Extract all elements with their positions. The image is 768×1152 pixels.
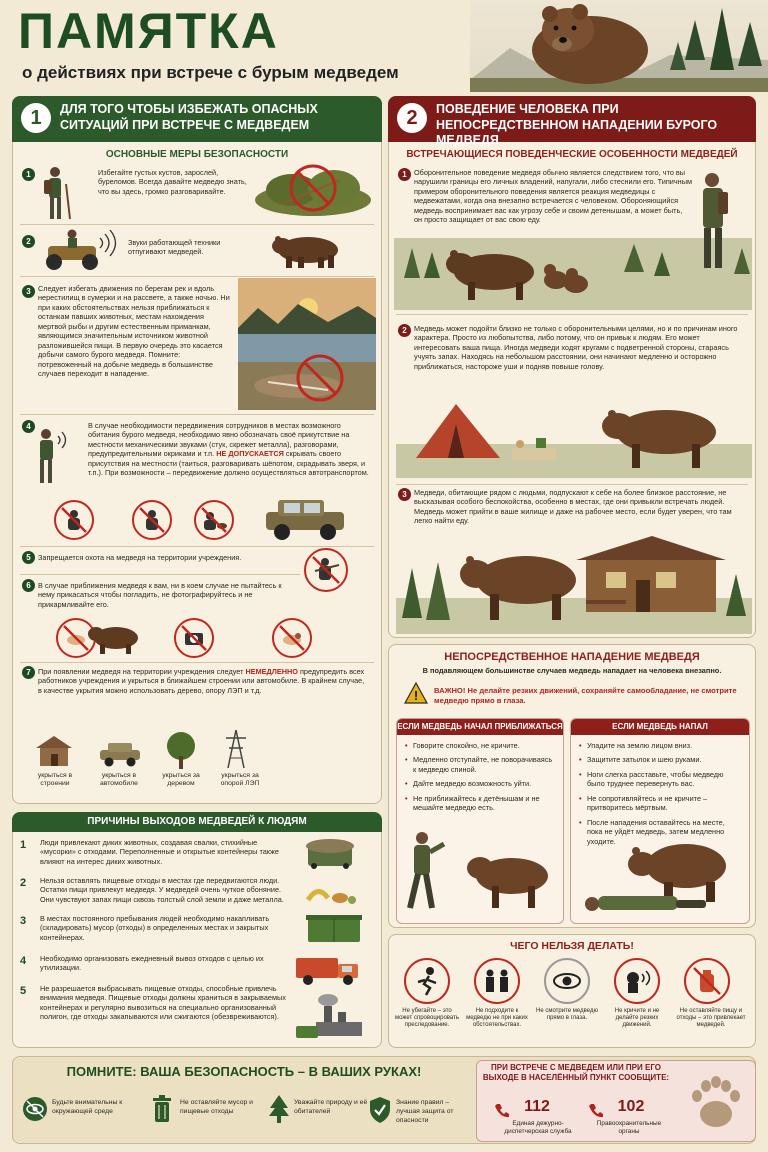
phone-number-102[interactable]: 102 — [617, 1098, 645, 1115]
landfill-incinerator-icon — [294, 992, 366, 1042]
no-photo-icon — [174, 618, 214, 658]
no-hiding-icon — [54, 500, 94, 540]
page-title: ПАМЯТКА — [18, 3, 279, 59]
approach-item: • Дайте медведю возможность уйти. — [405, 779, 555, 788]
shield-check-icon — [368, 1096, 392, 1124]
section-2-header — [388, 96, 756, 148]
warning-label: ВАЖНО! — [434, 686, 466, 695]
approach-item: • Не приближайтесь к детёнышам и не мешайте медведю есть. — [405, 794, 555, 813]
item-number-badge: 7 — [22, 666, 35, 679]
building-icon — [32, 734, 76, 768]
behavior-3-text: Медведи, обитающие рядом с людьми, подпускают к себе на более близкое расстояние, не высказывая особого беспокойства, особенно в местах, где они привыкли встречать людей. Медведь может прийти в ваше жилище и даже на рабочее место, если будет уверен, что там легко найти еду. — [414, 488, 732, 526]
approach-item: • Медленно отступайте, не поворачиваясь к медведю спиной. — [405, 755, 555, 774]
closed-containers-icon — [304, 910, 364, 946]
tree-nature-icon — [268, 1094, 290, 1124]
measure-7-text-a: При появлении медведя на территории учреждения следует — [38, 667, 244, 676]
section-1-subtitle: ОСНОВНЫЕ МЕРЫ БЕЗОПАСНОСТИ — [105, 149, 289, 160]
footer-tip: Знание правил – лучшая защита от опасности — [396, 1099, 454, 1124]
measure-4-text-b: скрывать своего присутствия на местности (таиться, разговаривать шёпотом, скрадывать зверя, и т.п.). При возможности – передвижение должно осуществляться автотранспортом. — [88, 449, 369, 478]
bear-near-house-illustration — [396, 528, 752, 634]
item-number-badge: 1 — [22, 168, 35, 181]
section-1-header — [12, 96, 382, 142]
measure-7-text — [38, 667, 370, 695]
measure-5-text: Запрещается охота на медведя на территории учреждения. — [38, 553, 242, 562]
no-whispering-icon — [132, 500, 172, 540]
attacked-item: • Ноги слегка расставьте, чтобы медведю было труднее перевернуть вас. — [579, 770, 741, 789]
shelter-caption: укрыться в автомобиле — [100, 772, 138, 788]
attacked-title: ЕСЛИ МЕДВЕДЬ НАПАЛ — [571, 719, 749, 735]
no-running-icon — [404, 958, 450, 1004]
hiker-shouting-icon — [38, 164, 74, 222]
no-shouting-icon — [614, 958, 660, 1004]
item-number-badge: 1 — [398, 168, 411, 181]
phone-number-112[interactable]: 112 — [524, 1098, 550, 1115]
measure-3-text: Следует избегать движения по берегам рек и вдоль нерестилищ в сумерки и на рассвете, а также ночью. Ни при каких обстоятельствах нельзя приближаться к останкам павших животных, местам нахождения мертвой рыбы и другим естественным приманкам, являющимся значительным источником животной разложившейся пищи. В первую очередь это касается добычи самого бурого медведя. Помните: потревоженный на добыче медведь в большинстве случаев переходит в нападение. — [38, 284, 230, 379]
cause-3-text: В местах постоянного пребывания людей необходимо накапливать (складировать) мусор (отходы) в определенных местах и закрытых контейнерах. — [40, 914, 270, 942]
attack-warning — [434, 686, 744, 706]
suv-icon — [262, 496, 348, 542]
attention-eye-icon — [22, 1096, 48, 1122]
shelter-caption: укрыться в строении — [37, 772, 73, 788]
warning-text: Не делайте резких движений, сохраняйте самообладание, не смотрите медведю прямо в глаза. — [434, 686, 737, 705]
trash-bin-icon — [150, 1094, 174, 1124]
shelter-caption: укрыться за деревом — [162, 772, 200, 788]
measure-4-warning: НЕ ДОПУСКАЕТСЯ — [216, 449, 284, 459]
attacked-item: • После нападения оставайтесь на месте, пока не уйдёт медведь, затем медленно уходите. — [579, 818, 741, 846]
cause-2-text: Нельзя оставлять пищевые отходы в местах где передвигаются люди. Остатки пищи привлекут медведя. У медведей очень чуткое обоняние. Они чувствуют запах пищи сквозь толстый слой земли и даже металла. — [40, 876, 284, 904]
shelter-caption: укрыться за опорой ЛЭП — [220, 772, 260, 788]
no-hunting-icon — [304, 548, 348, 592]
dont-caption: Не убегайте – это может спровоцировать преследование. — [394, 1008, 459, 1029]
header-bear-landscape-image — [470, 0, 768, 92]
power-pole-icon — [224, 728, 248, 770]
cause-number: 3 — [20, 915, 27, 927]
item-number-badge: 2 — [398, 324, 411, 337]
attacked-item: • Защитите затылок и шею руками. — [579, 755, 741, 764]
river-carcass-illustration — [238, 278, 376, 410]
section-2-number: 2 — [397, 103, 427, 133]
approach-title: ЕСЛИ МЕДВЕДЬ НАЧАЛ ПРИБЛИЖАТЬСЯ — [397, 719, 563, 735]
behavior-2-text: Медведь может подойти близко не только с оборонительными целями, но и по причинам иного характера. Просто из любопытства, либо потому, что он привык к людям. Его может интересовать ваша пища. Иногда медведи ходят кругами с подветренной стороны, стараясь учуять запах. Находясь на небольшом расстоянии, они начинают медленно и осторожно приближаться, настороже уши и подняв повыше голову. — [414, 324, 738, 371]
playing-dead-illustration — [576, 838, 746, 922]
approach-item: • Говорите спокойно, не кричите. — [405, 741, 555, 750]
no-food-waste-icon — [684, 958, 730, 1004]
atv-rider-icon — [38, 228, 120, 272]
tree-icon — [164, 730, 198, 770]
bear-walking-icon — [268, 230, 348, 270]
phone-label: Правоохранительные органы — [596, 1120, 662, 1135]
measure-1-text: Избегайте густых кустов, зарослей, буреломов. Всегда давайте медведю знать, что вы здесь, громко разговаривайте. — [98, 168, 247, 196]
item-number-badge: 5 — [22, 551, 35, 564]
item-number-badge: 4 — [22, 420, 35, 433]
attacked-item: • Упадите на землю лицом вниз. — [579, 741, 741, 750]
item-number-badge: 6 — [22, 579, 35, 592]
dont-caption: Не оставляйте пищу и отходы – это привлекает медведей. — [676, 1008, 746, 1029]
behavior-1-text: Оборонительное поведение медведя обычно является следствием того, что вы нарушили границы его личных владений, напугали, либо стеснили его. Типичным примером оборонительного поведения является реакция медведицы с медвежатами, когда она внезапно встречается с человеком. Обороняющийся медведь воспринимает вас как угрозу себе и своим детенышам, а может быть, он просто защищает от вас свою еду. — [414, 168, 692, 225]
phone-icon — [588, 1102, 604, 1118]
item-number-badge: 3 — [398, 488, 411, 501]
footer-tip: Будьте внимательны к окружающей среде — [52, 1099, 123, 1115]
cause-4-text: Необходимо организовать ежедневный вывоз отходов с целью их утилизации. — [40, 954, 264, 973]
section-2-title: ПОВЕДЕНИЕ ЧЕЛОВЕКА ПРИ НЕПОСРЕДСТВЕННОМ НАПАДЕНИИ БУРОГО МЕДВЕДЯ — [436, 102, 718, 148]
bear-icon — [86, 620, 142, 656]
no-approaching-icon — [474, 958, 520, 1004]
eye-icon — [544, 958, 590, 1004]
no-bushes-icon — [252, 160, 374, 218]
emergency-title: ПРИ ВСТРЕЧЕ С МЕДВЕДЕМ ИЛИ ПРИ ЕГО ВЫХОДЕ В НАСЕЛЁННЫЙ ПУНКТ СООБЩИТЕ: — [482, 1063, 670, 1082]
walker-knocking-icon — [30, 426, 70, 488]
section-1-title: ДЛЯ ТОГО ЧТОБЫ ИЗБЕЖАТЬ ОПАСНЫХ СИТУАЦИЙ ПРИ ВСТРЕЧЕ С МЕДВЕДЕМ — [60, 102, 318, 132]
item-number-badge: 2 — [22, 235, 35, 248]
bear-near-tent-illustration — [396, 388, 752, 478]
measure-4-text — [88, 421, 374, 478]
svg-text:!: ! — [413, 688, 419, 703]
car-icon — [98, 740, 142, 768]
attack-intro: В подавляющем большинстве случаев медведь нападает на человека внезапно. — [422, 666, 722, 675]
cause-5-text: Не разрешается выбрасывать пищевые отходы, способные привлечь внимания медведя. Пищевые отходы должны храниться в закрываемых контейнерах и регулярно вывозиться на специально организованный полигон, где отходы закапываются или сжигаются (обезвреживаются). — [40, 984, 286, 1022]
dumpster-trash-icon — [300, 834, 362, 872]
measure-6-text: В случае приближения медведя к вам, ни в коем случае не пытайтесь к нему прикасаться чтобы погладить, не фотографируйтесь и не прикармливайте его. — [38, 581, 282, 609]
bear-paw-print-icon — [688, 1070, 744, 1134]
attack-title: НЕПОСРЕДСТВЕННОЕ НАПАДЕНИЕ МЕДВЕДЯ — [444, 651, 700, 663]
cause-number: 4 — [20, 955, 27, 967]
attacked-item: • Не сопротивляйтесь и не кричите – притворитесь мёртвым. — [579, 794, 741, 813]
food-waste-icon — [304, 878, 360, 906]
phone-label: Единая дежурно-диспетчерская служба — [504, 1120, 572, 1135]
measure-7-text-b: предупредить всех работников учреждения и укрыться в ближайшем строении или автомобиле. В крайнем случае, в качестве укрытия можно использовать дерево, опору ЛЭП и т.д. — [38, 667, 365, 695]
cause-number: 1 — [20, 839, 27, 851]
dont-caption: Не смотрите медведю прямо в глаза. — [536, 1008, 598, 1022]
measure-7-warning: НЕМЕДЛЕННО — [245, 667, 298, 676]
bear-with-cubs-illustration — [394, 168, 752, 310]
footer-title: ПОМНИТЕ: ВАША БЕЗОПАСНОСТЬ – В ВАШИХ РУКАХ! — [66, 1064, 422, 1079]
footer-tip: Не оставляйте мусор и пищевые отходы — [180, 1099, 253, 1115]
item-number-badge: 3 — [22, 285, 35, 298]
dont-caption: Не подходите к медведю не при каких обстоятельствах. — [466, 1008, 528, 1029]
footer-tip: Уважайте природу и её обитателей — [294, 1099, 368, 1115]
retreating-person-illustration — [400, 828, 560, 918]
page-subtitle: о действиях при встрече с бурым медведем — [22, 63, 399, 82]
causes-title: ПРИЧИНЫ ВЫХОДОВ МЕДВЕДЕЙ К ЛЮДЯМ — [12, 812, 382, 832]
dont-title: ЧЕГО НЕЛЬЗЯ ДЕЛАТЬ! — [510, 940, 634, 952]
warning-icon — [404, 682, 428, 704]
section-2-subtitle: ВСТРЕЧАЮЩИЕСЯ ПОВЕДЕНЧЕСКИЕ ОСОБЕННОСТИ МЕДВЕДЕЙ — [406, 149, 738, 160]
cause-number: 2 — [20, 877, 27, 889]
dont-caption: Не кричите и не делайте резких движений. — [614, 1008, 660, 1029]
cause-1-text: Люди привлекают диких животных, создавая свалки, стихийные «мусорки» с отходами. Переполненные и открытые контейнеры также влияют на интерес диких животных. — [40, 838, 279, 866]
garbage-truck-icon — [294, 952, 362, 986]
measure-4-text-a: В случае необходимости передвижения сотрудников в местах возможного обитания бурого медведя, необходимо явно обозначать своё прикутствие на местности механическими звуками (стук, скрежет металла), разговорами, предупредительными окриками и т.п. — [88, 421, 350, 459]
no-stalking-icon — [194, 500, 234, 540]
phone-icon — [494, 1102, 510, 1118]
section-1-number: 1 — [21, 103, 51, 133]
no-feeding-icon — [272, 618, 312, 658]
measure-2-text: Звуки работающей техники отпугивают медведей. — [128, 238, 221, 257]
cause-number: 5 — [20, 985, 27, 997]
